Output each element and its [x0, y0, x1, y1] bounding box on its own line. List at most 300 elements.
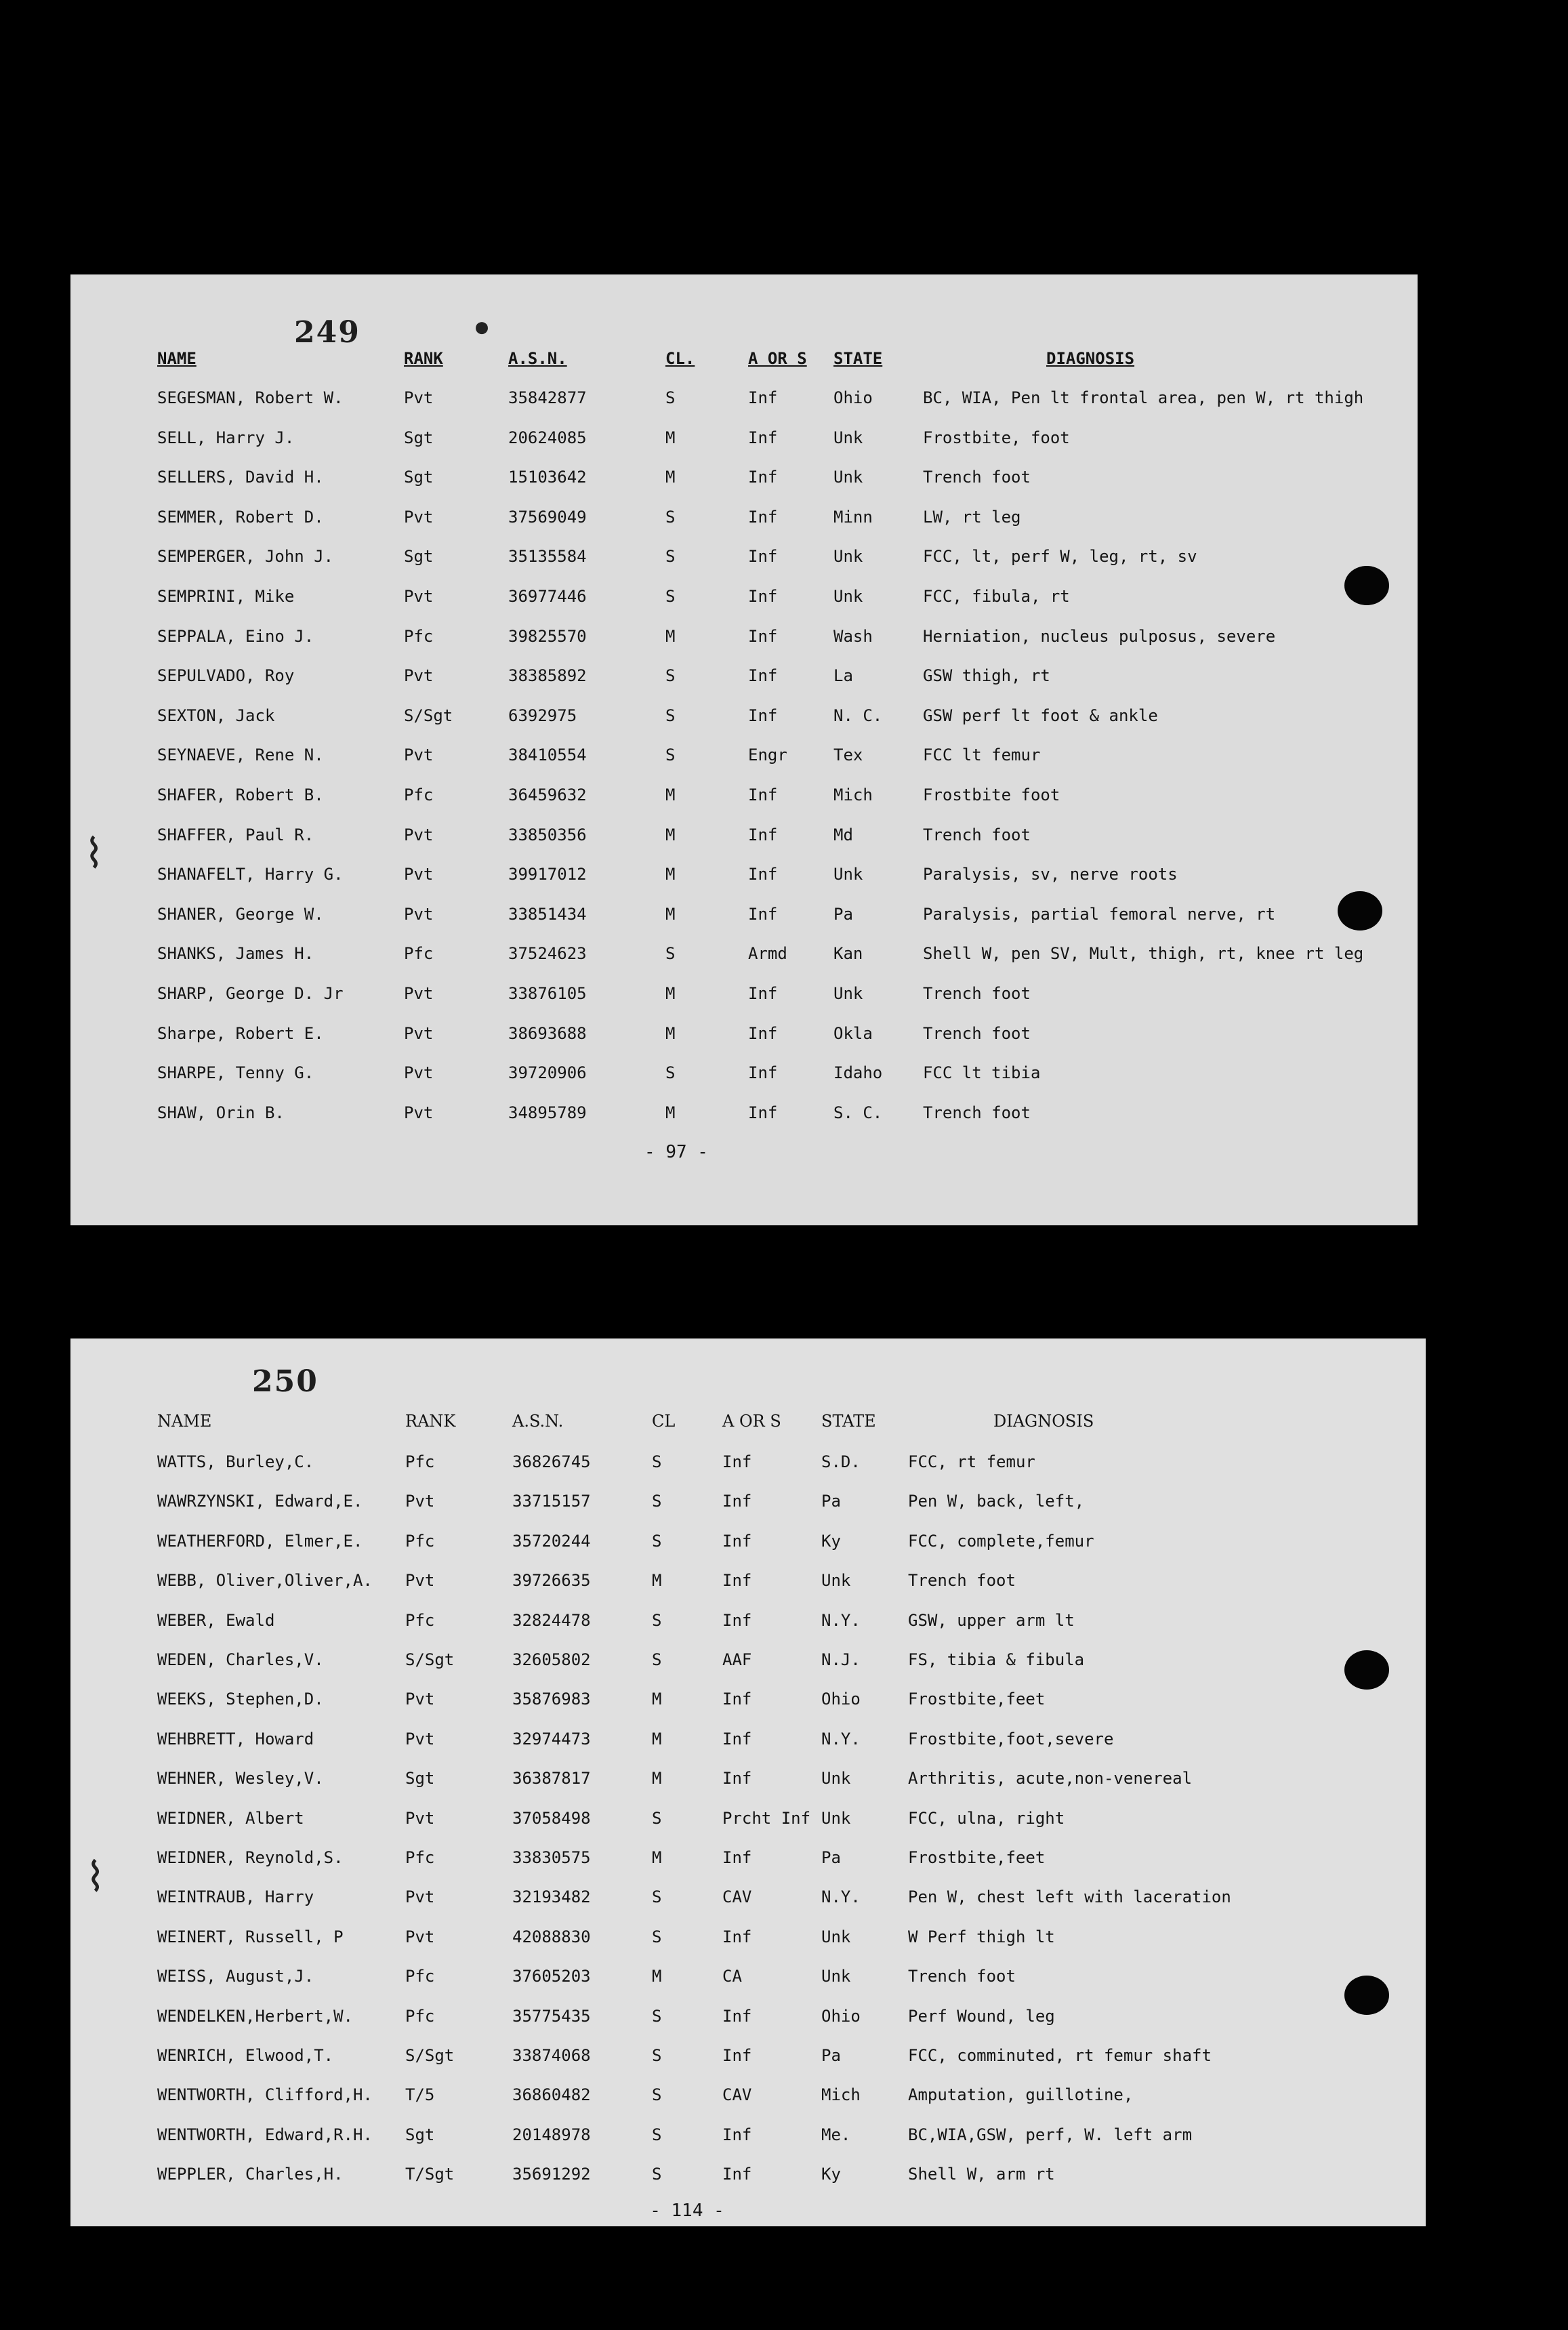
cell-rank: S/Sgt — [405, 1650, 455, 1669]
cell-cl: M — [665, 904, 676, 924]
cell-state: N.Y. — [821, 1729, 861, 1749]
cell-name: WENTWORTH, Edward,R.H. — [157, 2125, 373, 2144]
cell-state: Ky — [821, 2165, 841, 2184]
cell-diagnosis: Trench foot — [923, 825, 1031, 844]
table-row — [70, 2085, 1426, 2112]
table-row — [70, 1967, 1426, 1994]
cell-name: WATTS, Burley,C. — [157, 1452, 314, 1471]
cell-cl: S — [665, 944, 676, 964]
cell-asn: 32605802 — [512, 1650, 591, 1669]
header-diagnosis: DIAGNOSIS — [993, 1412, 1094, 1431]
cell-asn: 37605203 — [512, 1967, 591, 1986]
cell-cl: M — [652, 1848, 662, 1867]
cell-aors: Inf — [722, 1729, 752, 1749]
cell-state: Mich — [833, 785, 873, 804]
cell-name: SEXTON, Jack — [157, 706, 275, 725]
cell-state: Pa — [833, 904, 853, 924]
cell-asn: 37524623 — [508, 944, 587, 964]
cell-state: Pa — [821, 1848, 841, 1867]
cell-diagnosis: Pen W, back, left, — [908, 1492, 1085, 1511]
cell-rank: Pvt — [405, 1729, 435, 1749]
cell-name: WEINERT, Russell, P — [157, 1927, 344, 1946]
cell-cl: M — [665, 984, 676, 1003]
cell-rank: Sgt — [404, 468, 434, 487]
cell-state: Ohio — [821, 2006, 861, 2026]
cell-asn: 38385892 — [508, 666, 587, 686]
cell-aors: CAV — [722, 1887, 752, 1907]
cell-state: N.J. — [821, 1650, 861, 1669]
cell-rank: Pfc — [405, 1452, 435, 1471]
cell-diagnosis: FCC lt femur — [923, 745, 1041, 765]
ink-mark: ● — [476, 315, 489, 339]
cell-aors: Inf — [722, 1531, 752, 1551]
punch-hole — [1344, 1650, 1389, 1690]
cell-rank: Pvt — [405, 1492, 435, 1511]
cell-diagnosis: FCC, comminuted, rt femur shaft — [908, 2046, 1212, 2065]
cell-cl: S — [665, 388, 676, 407]
cell-aors: Inf — [748, 388, 778, 407]
cell-cl: S — [652, 1452, 662, 1471]
cell-name: WEIDNER, Albert — [157, 1808, 304, 1828]
cell-rank: Pfc — [404, 944, 434, 964]
header-state: STATE — [821, 1412, 876, 1431]
cell-state: Mich — [821, 2085, 861, 2105]
cell-asn: 35135584 — [508, 547, 587, 567]
cell-aors: Inf — [722, 1452, 752, 1471]
cell-asn: 20148978 — [512, 2125, 591, 2144]
cell-cl: M — [665, 785, 676, 804]
cell-cl: S — [665, 547, 676, 567]
cell-diagnosis: BC, WIA, Pen lt frontal area, pen W, rt thigh — [923, 388, 1364, 407]
cell-aors: Inf — [722, 2125, 752, 2144]
cell-name: SHAFER, Robert B. — [157, 785, 324, 804]
cell-aors: Inf — [748, 825, 778, 844]
cell-state: S.D. — [821, 1452, 861, 1471]
table-row — [70, 587, 1418, 614]
cell-name: SHANAFELT, Harry G. — [157, 865, 344, 884]
cell-aors: Inf — [748, 1063, 778, 1083]
cell-asn: 35720244 — [512, 1531, 591, 1551]
cell-diagnosis: Trench foot — [923, 1103, 1031, 1122]
cell-name: SEPULVADO, Roy — [157, 666, 295, 686]
cell-asn: 37058498 — [512, 1808, 591, 1828]
cell-cl: M — [665, 1103, 676, 1122]
punch-hole — [1344, 1976, 1389, 2015]
cell-aors: CAV — [722, 2085, 752, 2105]
cell-rank: Pvt — [404, 825, 434, 844]
cell-aors: Inf — [748, 428, 778, 447]
table-row — [70, 1769, 1426, 1796]
cell-cl: S — [652, 1808, 662, 1828]
cell-state: Ohio — [833, 388, 873, 407]
cell-aors: Inf — [722, 1848, 752, 1867]
header-name: NAME — [157, 1412, 212, 1431]
cell-name: SEMPRINI, Mike — [157, 587, 295, 606]
table-row — [70, 666, 1418, 693]
cell-asn: 15103642 — [508, 468, 587, 487]
cell-cl: S — [652, 2006, 662, 2026]
cell-aors: Prcht Inf — [722, 1808, 811, 1828]
table-row — [70, 1848, 1426, 1875]
table-row — [70, 508, 1418, 535]
table-row — [70, 1532, 1426, 1559]
cell-state: Unk — [821, 1927, 851, 1946]
cell-state: Ky — [821, 1531, 841, 1551]
cell-diagnosis: Amputation, guillotine, — [908, 2085, 1134, 2105]
cell-diagnosis: Frostbite,feet — [908, 1848, 1046, 1867]
cell-rank: Pvt — [404, 904, 434, 924]
cell-cl: M — [665, 1023, 676, 1043]
cell-name: WEEKS, Stephen,D. — [157, 1690, 324, 1709]
table-row — [70, 865, 1418, 892]
cell-cl: S — [652, 2125, 662, 2144]
cell-rank: Pfc — [405, 1848, 435, 1867]
cell-state: Unk — [833, 547, 863, 567]
cell-cl: M — [652, 1690, 662, 1709]
cell-aors: Inf — [722, 1690, 752, 1709]
cell-cl: S — [665, 507, 676, 527]
table-row — [70, 428, 1418, 455]
header-rank: RANK — [405, 1412, 456, 1431]
cell-cl: M — [652, 1571, 662, 1591]
cell-name: SHAFFER, Paul R. — [157, 825, 314, 844]
table-row — [70, 1650, 1426, 1677]
cell-name: SHARPE, Tenny G. — [157, 1063, 314, 1083]
table-row — [70, 1809, 1426, 1836]
cell-asn: 32193482 — [512, 1887, 591, 1907]
cell-name: SHARP, George D. Jr — [157, 984, 344, 1003]
cell-asn: 36387817 — [512, 1769, 591, 1789]
cell-rank: Pvt — [405, 1571, 435, 1591]
cell-cl: M — [665, 865, 676, 884]
cell-state: Pa — [821, 1492, 841, 1511]
cell-state: Unk — [833, 865, 863, 884]
cell-rank: Pvt — [404, 865, 434, 884]
cell-state: Okla — [833, 1023, 873, 1043]
header-state: STATE — [833, 349, 883, 368]
cell-cl: M — [652, 1967, 662, 1986]
cell-state: Ohio — [821, 1690, 861, 1709]
cell-name: WEDEN, Charles,V. — [157, 1650, 324, 1669]
column-headers — [70, 1412, 1426, 1439]
table-row — [70, 1730, 1426, 1757]
cell-cl: M — [652, 1769, 662, 1789]
cell-cl: S — [665, 706, 676, 725]
cell-name: WENDELKEN,Herbert,W. — [157, 2006, 353, 2026]
header-cl: CL. — [665, 349, 695, 368]
cell-rank: Pfc — [405, 1531, 435, 1551]
cell-aors: AAF — [722, 1650, 752, 1669]
column-headers — [70, 349, 1418, 376]
cell-rank: Pvt — [404, 1063, 434, 1083]
table-row — [70, 706, 1418, 733]
cell-asn: 36977446 — [508, 587, 587, 606]
cell-name: WAWRZYNSKI, Edward,E. — [157, 1492, 363, 1511]
cell-asn: 33715157 — [512, 1492, 591, 1511]
cell-diagnosis: Trench foot — [908, 1571, 1016, 1591]
cell-name: SHAW, Orin B. — [157, 1103, 285, 1122]
ink-mark: ⌇ — [85, 1854, 106, 1901]
cell-diagnosis: Herniation, nucleus pulposus, severe — [923, 626, 1276, 646]
table-row — [70, 1063, 1418, 1090]
punch-hole — [1338, 891, 1382, 931]
cell-name: SHANKS, James H. — [157, 944, 314, 964]
cell-rank: Sgt — [404, 428, 434, 447]
sheet-number: 249 — [294, 315, 360, 350]
cell-name: WEINTRAUB, Harry — [157, 1887, 314, 1907]
cell-diagnosis: LW, rt leg — [923, 507, 1021, 527]
cell-rank: Pvt — [404, 587, 434, 606]
cell-aors: Inf — [748, 984, 778, 1003]
cell-aors: Engr — [748, 745, 787, 765]
cell-rank: Pfc — [404, 785, 434, 804]
cell-rank: Sgt — [404, 547, 434, 567]
cell-rank: Sgt — [405, 2125, 435, 2144]
cell-asn: 35775435 — [512, 2006, 591, 2026]
cell-rank: Pvt — [404, 666, 434, 686]
cell-cl: S — [665, 1063, 676, 1083]
cell-rank: Pvt — [405, 1690, 435, 1709]
cell-state: Unk — [833, 984, 863, 1003]
cell-cl: M — [665, 468, 676, 487]
header-cl: CL — [652, 1412, 676, 1431]
table-row — [70, 984, 1418, 1011]
cell-diagnosis: Arthritis, acute,non-venereal — [908, 1769, 1193, 1789]
cell-rank: T/Sgt — [405, 2165, 455, 2184]
table-row — [70, 1571, 1426, 1598]
cell-aors: Inf — [748, 468, 778, 487]
cell-name: WEHBRETT, Howard — [157, 1729, 314, 1749]
cell-name: SEYNAEVE, Rene N. — [157, 745, 324, 765]
cell-diagnosis: Trench foot — [923, 1023, 1031, 1043]
cell-diagnosis: Paralysis, partial femoral nerve, rt — [923, 904, 1276, 924]
cell-name: WEBB, Oliver,Oliver,A. — [157, 1571, 373, 1591]
cell-rank: Pfc — [404, 626, 434, 646]
cell-rank: Pvt — [404, 388, 434, 407]
cell-asn: 36459632 — [508, 785, 587, 804]
cell-name: SEGESMAN, Robert W. — [157, 388, 344, 407]
cell-aors: Inf — [748, 507, 778, 527]
cell-rank: S/Sgt — [405, 2046, 455, 2065]
header-asn: A.S.N. — [508, 349, 567, 368]
cell-aors: Inf — [748, 865, 778, 884]
table-row — [70, 2046, 1426, 2073]
table-row — [70, 1887, 1426, 1915]
table-row — [70, 1024, 1418, 1051]
header-diagnosis: DIAGNOSIS — [1046, 349, 1135, 368]
cell-rank: Pvt — [405, 1927, 435, 1946]
cell-cl: S — [652, 1650, 662, 1669]
cell-aors: Inf — [722, 1769, 752, 1789]
cell-cl: S — [652, 1927, 662, 1946]
cell-diagnosis: FCC, complete,femur — [908, 1531, 1094, 1551]
cell-state: La — [833, 666, 853, 686]
cell-state: Unk — [821, 1571, 851, 1591]
cell-asn: 33851434 — [508, 904, 587, 924]
cell-cl: M — [665, 825, 676, 844]
cell-cl: S — [652, 1531, 662, 1551]
cell-name: SHANER, George W. — [157, 904, 324, 924]
cell-aors: Inf — [748, 1023, 778, 1043]
record-sheet-249 — [70, 274, 1418, 1225]
cell-aors: Inf — [748, 706, 778, 725]
table-row — [70, 547, 1418, 574]
cell-asn: 35842877 — [508, 388, 587, 407]
cell-rank: Pvt — [404, 507, 434, 527]
cell-state: Pa — [821, 2046, 841, 2065]
ink-mark: ⌇ — [84, 830, 104, 878]
table-row — [70, 745, 1418, 773]
cell-name: WEHNER, Wesley,V. — [157, 1769, 324, 1789]
cell-asn: 36860482 — [512, 2085, 591, 2105]
cell-asn: 6392975 — [508, 706, 577, 725]
table-row — [70, 944, 1418, 971]
cell-diagnosis: Pen W, chest left with laceration — [908, 1887, 1231, 1907]
cell-cl: M — [665, 428, 676, 447]
cell-diagnosis: FCC, lt, perf W, leg, rt, sv — [923, 547, 1197, 567]
cell-state: Idaho — [833, 1063, 883, 1083]
cell-rank: Pvt — [405, 1887, 435, 1907]
cell-state: S. C. — [833, 1103, 883, 1122]
cell-aors: Inf — [722, 2006, 752, 2026]
table-row — [70, 2007, 1426, 2034]
cell-diagnosis: Frostbite foot — [923, 785, 1060, 804]
cell-rank: Sgt — [405, 1769, 435, 1789]
cell-asn: 35876983 — [512, 1690, 591, 1709]
cell-cl: S — [652, 2046, 662, 2065]
cell-state: Kan — [833, 944, 863, 964]
cell-asn: 32824478 — [512, 1610, 591, 1630]
cell-name: SEPPALA, Eino J. — [157, 626, 314, 646]
header-name: NAME — [157, 349, 197, 368]
cell-asn: 33830575 — [512, 1848, 591, 1867]
cell-state: Tex — [833, 745, 863, 765]
cell-rank: Pfc — [405, 2006, 435, 2026]
cell-name: WEPPLER, Charles,H. — [157, 2165, 344, 2184]
cell-state: N.Y. — [821, 1610, 861, 1630]
cell-aors: Inf — [748, 666, 778, 686]
cell-aors: Inf — [748, 1103, 778, 1122]
cell-diagnosis: Trench foot — [923, 468, 1031, 487]
cell-aors: Inf — [748, 547, 778, 567]
cell-state: Wash — [833, 626, 873, 646]
table-row — [70, 1927, 1426, 1955]
cell-aors: Inf — [722, 2046, 752, 2065]
cell-diagnosis: Perf Wound, leg — [908, 2006, 1055, 2026]
cell-rank: S/Sgt — [404, 706, 453, 725]
cell-rank: Pfc — [405, 1610, 435, 1630]
cell-asn: 37569049 — [508, 507, 587, 527]
cell-asn: 35691292 — [512, 2165, 591, 2184]
cell-asn: 33874068 — [512, 2046, 591, 2065]
cell-name: WEATHERFORD, Elmer,E. — [157, 1531, 363, 1551]
cell-rank: Pvt — [404, 984, 434, 1003]
cell-aors: Inf — [748, 626, 778, 646]
cell-diagnosis: FCC lt tibia — [923, 1063, 1041, 1083]
cell-diagnosis: GSW perf lt foot & ankle — [923, 706, 1158, 725]
cell-cl: S — [652, 1492, 662, 1511]
cell-cl: S — [652, 2165, 662, 2184]
punch-hole — [1344, 566, 1389, 605]
table-row — [70, 785, 1418, 813]
header-a-or-s: A OR S — [748, 349, 807, 368]
cell-diagnosis: W Perf thigh lt — [908, 1927, 1055, 1946]
cell-name: SEMPERGER, John J. — [157, 547, 334, 567]
cell-name: WEBER, Ewald — [157, 1610, 275, 1630]
cell-rank: Pvt — [404, 745, 434, 765]
cell-diagnosis: Shell W, pen SV, Mult, thigh, rt, knee rt leg — [923, 944, 1364, 964]
cell-aors: CA — [722, 1967, 742, 1986]
cell-state: Unk — [833, 468, 863, 487]
cell-asn: 33850356 — [508, 825, 587, 844]
cell-name: SELLERS, David H. — [157, 468, 324, 487]
cell-asn: 38693688 — [508, 1023, 587, 1043]
cell-asn: 32974473 — [512, 1729, 591, 1749]
table-row — [70, 1103, 1418, 1130]
cell-aors: Inf — [722, 1610, 752, 1630]
cell-state: Unk — [821, 1967, 851, 1986]
table-row — [70, 1452, 1426, 1479]
cell-name: WEISS, August,J. — [157, 1967, 314, 1986]
cell-cl: S — [665, 666, 676, 686]
cell-diagnosis: GSW, upper arm lt — [908, 1610, 1075, 1630]
cell-asn: 20624085 — [508, 428, 587, 447]
cell-name: WENRICH, Elwood,T. — [157, 2046, 334, 2065]
table-row — [70, 468, 1418, 495]
sheet-number: 250 — [252, 1364, 318, 1399]
cell-cl: S — [652, 1610, 662, 1630]
record-sheet-250 — [70, 1338, 1426, 2226]
cell-diagnosis: BC,WIA,GSW, perf, W. left arm — [908, 2125, 1193, 2144]
header-a-or-s: A OR S — [722, 1412, 781, 1431]
cell-state: Unk — [833, 428, 863, 447]
table-row — [70, 627, 1418, 654]
cell-rank: Pvt — [404, 1023, 434, 1043]
table-row — [70, 1690, 1426, 1717]
cell-aors: Inf — [748, 785, 778, 804]
cell-diagnosis: FCC, ulna, right — [908, 1808, 1065, 1828]
cell-diagnosis: Shell W, arm rt — [908, 2165, 1055, 2184]
table-row — [70, 388, 1418, 415]
cell-asn: 39726635 — [512, 1571, 591, 1591]
cell-cl: M — [652, 1729, 662, 1749]
cell-state: Md — [833, 825, 853, 844]
table-row — [70, 2125, 1426, 2152]
cell-asn: 33876105 — [508, 984, 587, 1003]
cell-aors: Inf — [722, 1927, 752, 1946]
cell-rank: Pfc — [405, 1967, 435, 1986]
cell-aors: Inf — [748, 904, 778, 924]
cell-state: Unk — [821, 1808, 851, 1828]
cell-diagnosis: Paralysis, sv, nerve roots — [923, 865, 1178, 884]
page-footer: - 97 - — [644, 1142, 708, 1162]
cell-rank: Pvt — [404, 1103, 434, 1122]
cell-rank: T/5 — [405, 2085, 435, 2105]
cell-asn: 39720906 — [508, 1063, 587, 1083]
cell-state: Me. — [821, 2125, 851, 2144]
cell-asn: 42088830 — [512, 1927, 591, 1946]
cell-diagnosis: Trench foot — [923, 984, 1031, 1003]
table-row — [70, 905, 1418, 932]
cell-name: WENTWORTH, Clifford,H. — [157, 2085, 373, 2105]
cell-diagnosis: FCC, fibula, rt — [923, 587, 1070, 606]
cell-aors: Armd — [748, 944, 787, 964]
cell-diagnosis: Frostbite,foot,severe — [908, 1729, 1114, 1749]
header-asn: A.S.N. — [512, 1412, 564, 1431]
cell-diagnosis: Trench foot — [908, 1967, 1016, 1986]
cell-asn: 39917012 — [508, 865, 587, 884]
cell-diagnosis: Frostbite, foot — [923, 428, 1070, 447]
